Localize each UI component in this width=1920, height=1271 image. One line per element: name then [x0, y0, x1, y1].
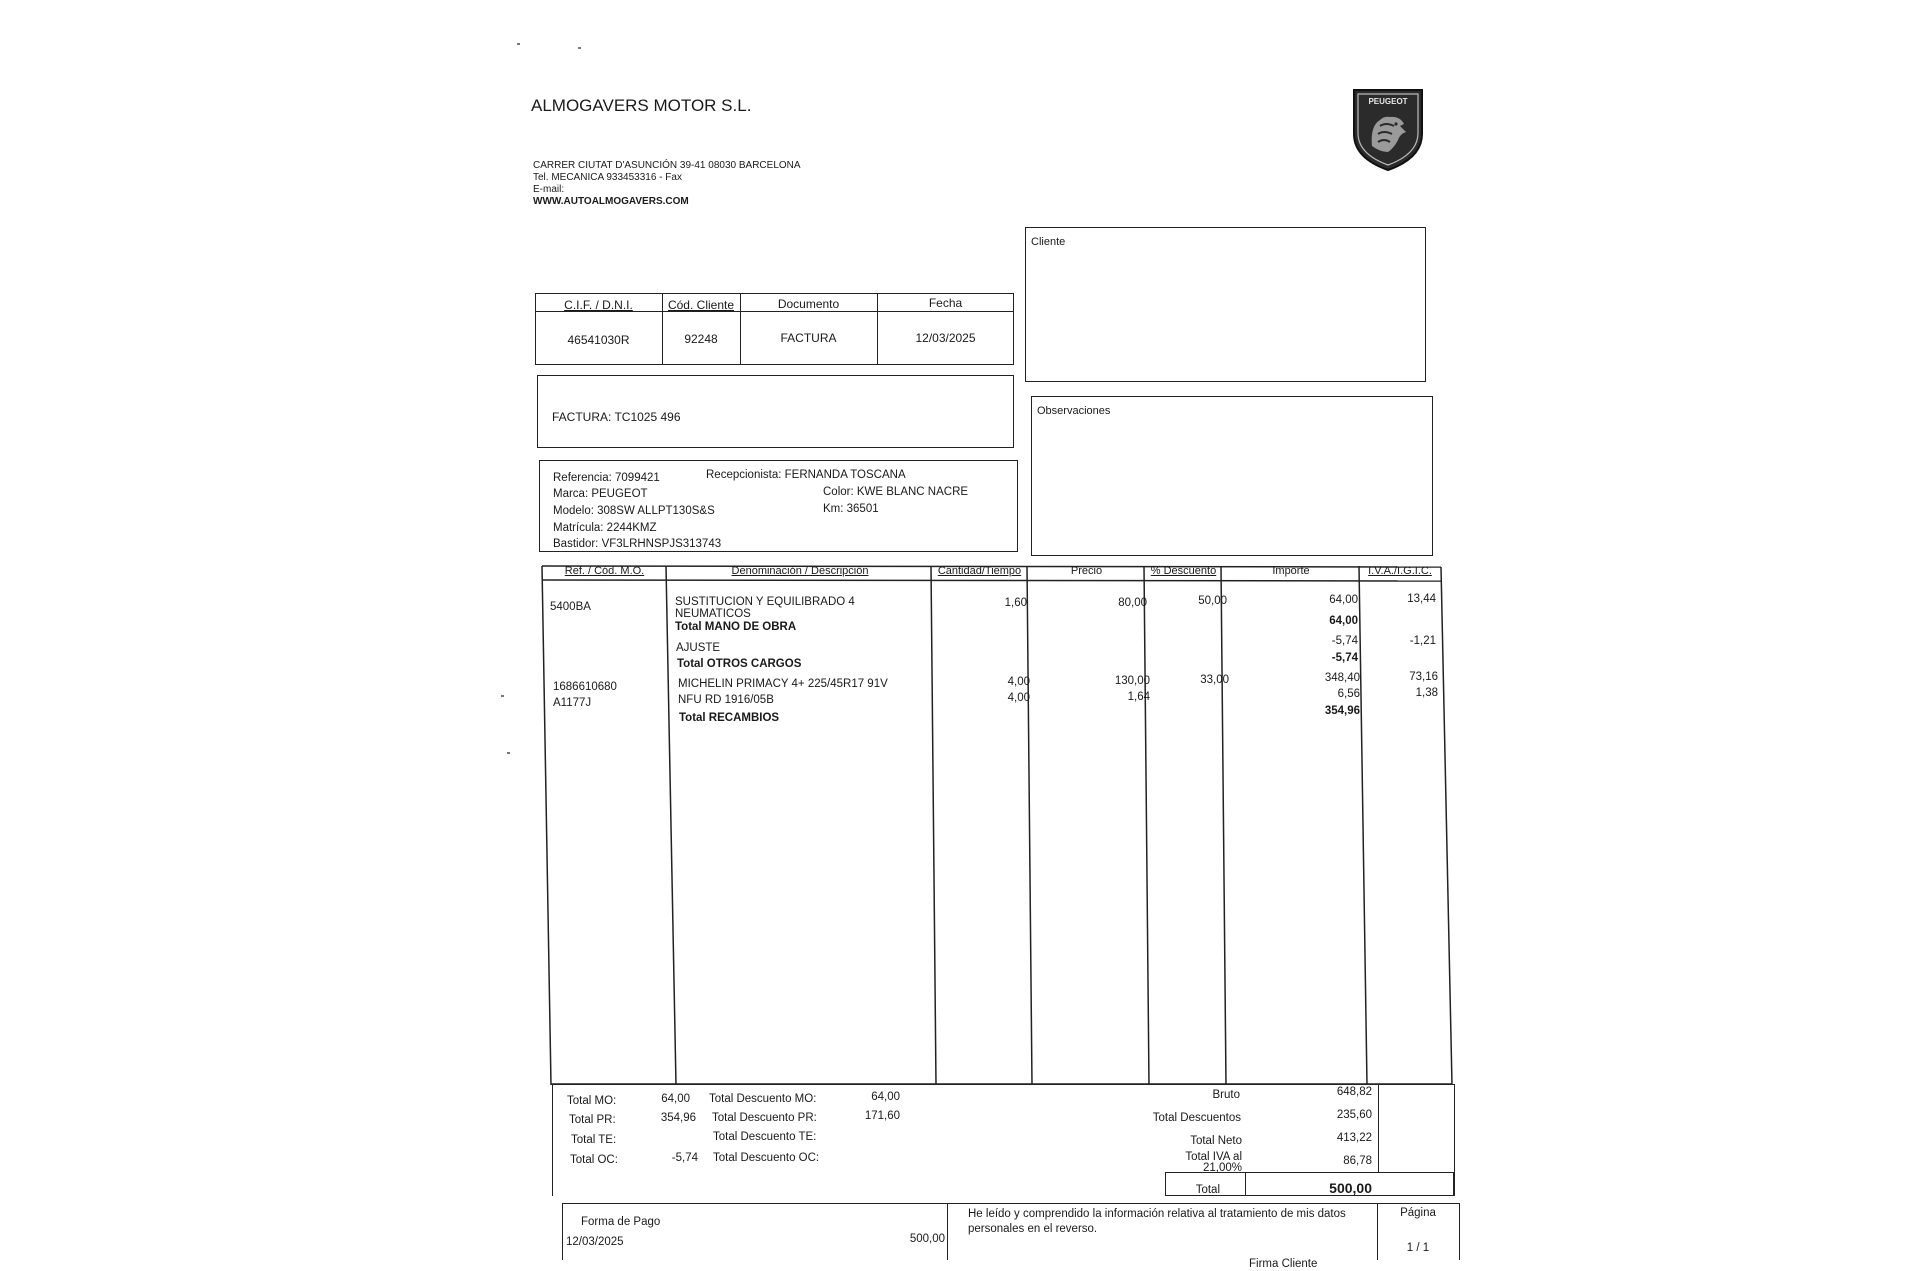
bruto-label: Bruto	[1212, 1089, 1240, 1101]
value-cod-cliente: 92248	[684, 332, 718, 346]
row-price: 1,64	[1127, 691, 1150, 703]
col-header-disc: % Descuento	[1150, 565, 1217, 577]
row-desc-total: Total OTROS CARGOS	[677, 658, 802, 670]
pago-importe: 500,00	[909, 1233, 945, 1245]
total-desc-pr-value: 171,60	[864, 1110, 900, 1122]
total-mo-value: 64,00	[661, 1093, 690, 1105]
row-iva: -1,21	[1409, 635, 1436, 647]
row-ref: 1686610680	[553, 681, 617, 693]
company-address: CARRER CIUTAT D'ASUNCIÓN 39-41 08030 BARCELONA	[533, 160, 801, 171]
row-desc-total: Total RECAMBIOS	[679, 712, 780, 724]
row-qty: 4,00	[1007, 676, 1030, 688]
row-qty: 4,00	[1007, 692, 1030, 704]
col-header-iva: I.V.A./I.G.I.C.	[1368, 565, 1432, 577]
bruto-value: 648,82	[1336, 1086, 1372, 1098]
forma-pago-label: Forma de Pago	[581, 1216, 661, 1228]
row-amount-total: 64,00	[1329, 615, 1358, 627]
row-desc: MICHELIN PRIMACY 4+ 225/45R17 91V	[678, 678, 888, 690]
row-amount: 6,56	[1337, 688, 1360, 700]
pagina-value: 1 / 1	[1406, 1242, 1430, 1254]
vehicle-matricula: Matrícula: 2244KMZ	[553, 522, 657, 534]
total-descuentos-value: 235,60	[1336, 1109, 1372, 1121]
row-amount-total: 354,96	[1324, 705, 1360, 717]
total-oc-label: Total OC:	[570, 1154, 618, 1166]
total-desc-oc-label: Total Descuento OC:	[713, 1152, 820, 1164]
scan-speck	[507, 752, 510, 754]
total-desc-mo-label: Total Descuento MO:	[709, 1093, 817, 1105]
row-disc: 50,00	[1198, 595, 1227, 607]
row-amount-total: -5,74	[1331, 652, 1358, 664]
total-desc-te-label: Total Descuento TE:	[713, 1131, 817, 1143]
total-neto-value: 413,22	[1336, 1132, 1372, 1144]
row-amount: -5,74	[1331, 635, 1358, 647]
total-iva-rate: 21,00%	[1202, 1162, 1242, 1174]
vehicle-referencia: Referencia: 7099421	[553, 472, 660, 484]
total-te-label: Total TE:	[571, 1134, 617, 1146]
pago-fecha: 12/03/2025	[566, 1236, 624, 1248]
header-fecha: Fecha	[928, 296, 963, 310]
scan-speck	[501, 695, 504, 697]
totals-right-border	[1454, 1084, 1455, 1196]
header-documento: Documento	[777, 297, 840, 311]
footer-right-border	[1459, 1203, 1460, 1260]
vehicle-color: Color: KWE BLANC NACRE	[823, 486, 969, 498]
row-qty: 1,60	[1004, 597, 1027, 609]
totals-left-border	[552, 1084, 553, 1196]
vehicle-marca: Marca: PEUGEOT	[553, 488, 648, 500]
col-header-qty: Cantidad/Tiempo	[937, 565, 1022, 577]
footer-left-border	[562, 1203, 563, 1260]
row-amount: 348,40	[1324, 672, 1360, 684]
total-iva-label: Total IVA al	[1185, 1151, 1242, 1163]
total-mo-label: Total MO:	[567, 1095, 617, 1107]
vehicle-km: Km: 36501	[823, 503, 879, 515]
row-desc: SUSTITUCION Y EQUILIBRADO 4	[675, 596, 855, 608]
total-label: Total	[1195, 1184, 1220, 1196]
col-header-amount: Importe	[1272, 565, 1310, 577]
value-fecha: 12/03/2025	[915, 331, 976, 345]
row-price: 80,00	[1118, 597, 1147, 609]
observaciones-label: Observaciones	[1037, 405, 1111, 417]
row-ref: 5400BA	[550, 601, 591, 613]
pagina-label: Página	[1400, 1207, 1436, 1219]
vehicle-recepcionista: Recepcionista: FERNANDA TOSCANA	[706, 469, 906, 481]
legal-text-line1: He leído y comprendido la información relativa al tratamiento de mis datos	[968, 1208, 1346, 1220]
logo-text: PEUGEOT	[1368, 97, 1408, 106]
value-cif: 46541030R	[567, 333, 630, 347]
row-amount: 64,00	[1329, 594, 1358, 606]
vehicle-bastidor: Bastidor: VF3LRHNSPJS313743	[553, 538, 722, 550]
total-desc-pr-label: Total Descuento PR:	[712, 1112, 817, 1124]
firma-cliente-label: Firma Cliente	[1249, 1258, 1318, 1270]
col-header-price: Precio	[1070, 565, 1103, 577]
row-desc-total: Total MANO DE OBRA	[675, 621, 797, 633]
vehicle-modelo: Modelo: 308SW ALLPT130S&S	[553, 505, 715, 517]
company-email: E-mail:	[533, 184, 565, 195]
row-iva: 1,38	[1415, 687, 1438, 699]
scan-speck	[578, 47, 581, 49]
total-neto-label: Total Neto	[1190, 1135, 1242, 1147]
row-iva: 73,16	[1409, 671, 1438, 683]
col-header-ref: Ref. / Cód. M.O.	[564, 565, 645, 577]
footer-top-line	[562, 1203, 1460, 1204]
row-desc: NEUMATICOS	[675, 608, 751, 620]
row-desc: NFU RD 1916/05B	[678, 694, 774, 706]
totals-top-line	[552, 1084, 1455, 1085]
total-pr-value: 354,96	[660, 1112, 696, 1124]
total-oc-value: -5,74	[671, 1152, 698, 1164]
peugeot-lion-shield-icon	[1350, 86, 1426, 172]
row-desc: AJUSTE	[676, 642, 721, 654]
total-iva-value: 86,78	[1343, 1155, 1372, 1167]
cliente-label: Cliente	[1031, 236, 1066, 248]
company-phone: Tel. MECANICA 933453316 - Fax	[533, 172, 682, 183]
company-name: ALMOGAVERS MOTOR S.L.	[531, 96, 752, 115]
header-cif: C.I.F. / D.N.I.	[564, 298, 633, 312]
total-value: 500,00	[1329, 1180, 1372, 1196]
row-price: 130,00	[1114, 675, 1150, 687]
cliente-box	[1025, 227, 1426, 382]
col-header-desc: Denominación / Descripción	[731, 565, 869, 577]
total-box-divider	[1245, 1172, 1246, 1196]
row-ref: A1177J	[553, 697, 592, 709]
totals-right-col-divider	[1378, 1084, 1379, 1172]
total-descuentos-label: Total Descuentos	[1152, 1112, 1241, 1124]
factura-number: FACTURA: TC1025 496	[552, 410, 681, 424]
total-pr-label: Total PR:	[569, 1114, 616, 1126]
row-iva: 13,44	[1407, 593, 1436, 605]
row-disc: 33,00	[1200, 674, 1229, 686]
value-documento: FACTURA	[780, 331, 837, 345]
footer-divider	[947, 1203, 948, 1260]
observaciones-box	[1031, 396, 1433, 556]
total-desc-mo-value: 64,00	[871, 1091, 900, 1103]
header-cod-cliente: Cód. Cliente	[667, 298, 735, 312]
legal-text-line2: personales en el reverso.	[968, 1223, 1098, 1235]
scan-speck	[517, 43, 520, 45]
company-website: WWW.AUTOALMOGAVERS.COM	[533, 196, 689, 207]
